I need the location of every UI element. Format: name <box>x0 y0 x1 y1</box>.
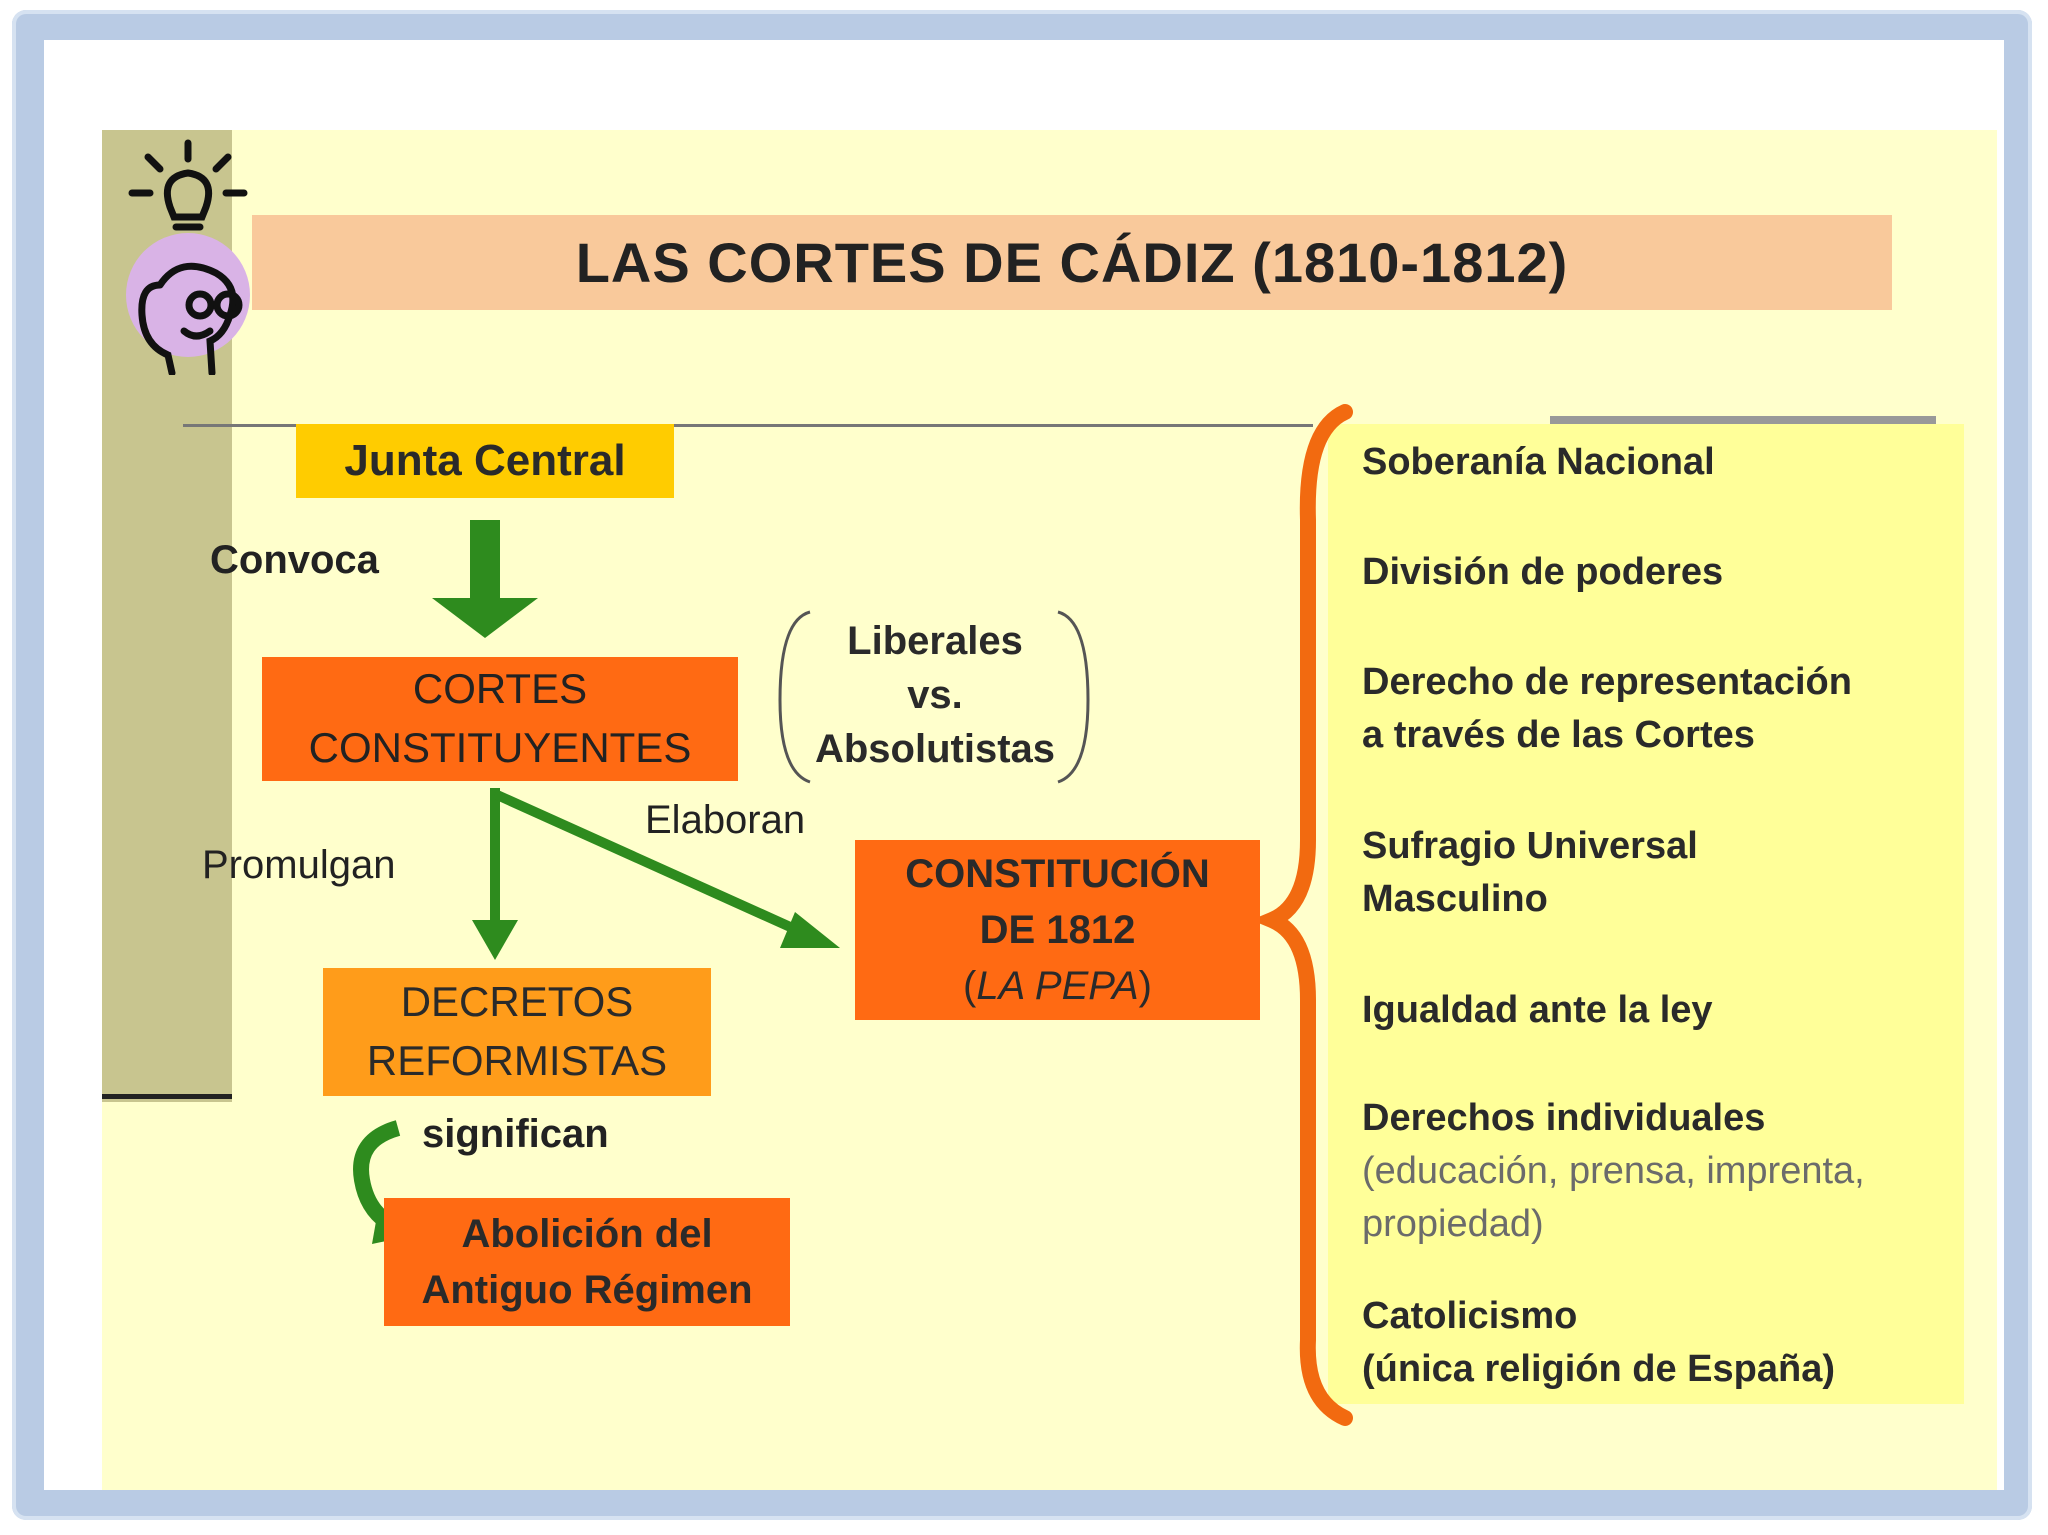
absolutistas-label: Absolutistas <box>814 727 1056 771</box>
decretos-label-line1: DECRETOS <box>400 978 634 1026</box>
junta-central-box <box>296 424 674 498</box>
principle-subtext-line2: propiedad) <box>1362 1203 1544 1246</box>
elaboran-label: Elaboran <box>645 798 806 842</box>
abolicion-label-line2: Antiguo Régimen <box>421 1268 753 1312</box>
principle-item <box>1362 546 1723 599</box>
liberales-vs-absolutistas <box>790 615 1080 775</box>
convoca-arrow <box>432 520 538 638</box>
paren-close: ) <box>1138 964 1152 1008</box>
paren-open: ( <box>963 964 977 1008</box>
principle-text-line2: Masculino <box>1362 878 1548 921</box>
principle-text: Catolicismo <box>1362 1295 1578 1337</box>
cortes-label-line2: CONSTITUYENTES <box>308 724 692 771</box>
principle-item <box>1362 820 1698 926</box>
decretos-reformistas-box <box>323 968 711 1096</box>
principle-text: Derechos individuales <box>1362 1097 1766 1139</box>
junta-central-label: Junta Central <box>344 436 626 486</box>
abolicion-box <box>384 1198 790 1326</box>
vs-label: vs. <box>907 673 963 717</box>
principle-text: Derecho de representación <box>1362 661 1852 703</box>
principle-text: Sufragio Universal <box>1362 825 1698 867</box>
constitucion-label-line2: DE 1812 <box>979 908 1136 952</box>
principle-item <box>1362 1290 1835 1396</box>
principle-text: División de poderes <box>1362 551 1724 593</box>
constitucion-box <box>855 840 1260 1020</box>
principle-text-line2: (única religión de España) <box>1362 1348 1835 1391</box>
principle-item <box>1362 1092 1865 1252</box>
la-pepa-label: LA PEPA <box>976 964 1139 1008</box>
abolicion-label-line1: Abolición del <box>461 1212 713 1256</box>
principle-text-line2: a través de las Cortes <box>1362 714 1755 757</box>
principle-subtext: (educación, prensa, imprenta, <box>1362 1150 1865 1193</box>
convoca-label: Convoca <box>210 538 379 582</box>
principle-text: Igualdad ante la ley <box>1362 989 1713 1031</box>
cortes-constituyentes-box <box>262 657 738 781</box>
constitucion-label-line1: CONSTITUCIÓN <box>905 852 1210 896</box>
promulgan-arrow-head <box>472 920 518 960</box>
brace <box>1272 412 1345 1418</box>
significan-label: significan <box>422 1112 609 1156</box>
principle-item <box>1362 436 1715 489</box>
principle-item <box>1362 984 1713 1037</box>
principle-text: Soberanía Nacional <box>1362 441 1715 483</box>
decretos-label-line2: REFORMISTAS <box>366 1037 668 1084</box>
promulgan-label: Promulgan <box>202 843 396 887</box>
principle-item <box>1362 656 1852 762</box>
elaboran-arrow-head <box>780 912 840 948</box>
constitucion-label-line3 <box>963 958 1152 1014</box>
liberales-label: Liberales <box>847 619 1023 663</box>
cortes-label-line1: CORTES <box>412 665 588 713</box>
page-title: LAS CORTES DE CÁDIZ (1810-1812) <box>575 231 1569 294</box>
